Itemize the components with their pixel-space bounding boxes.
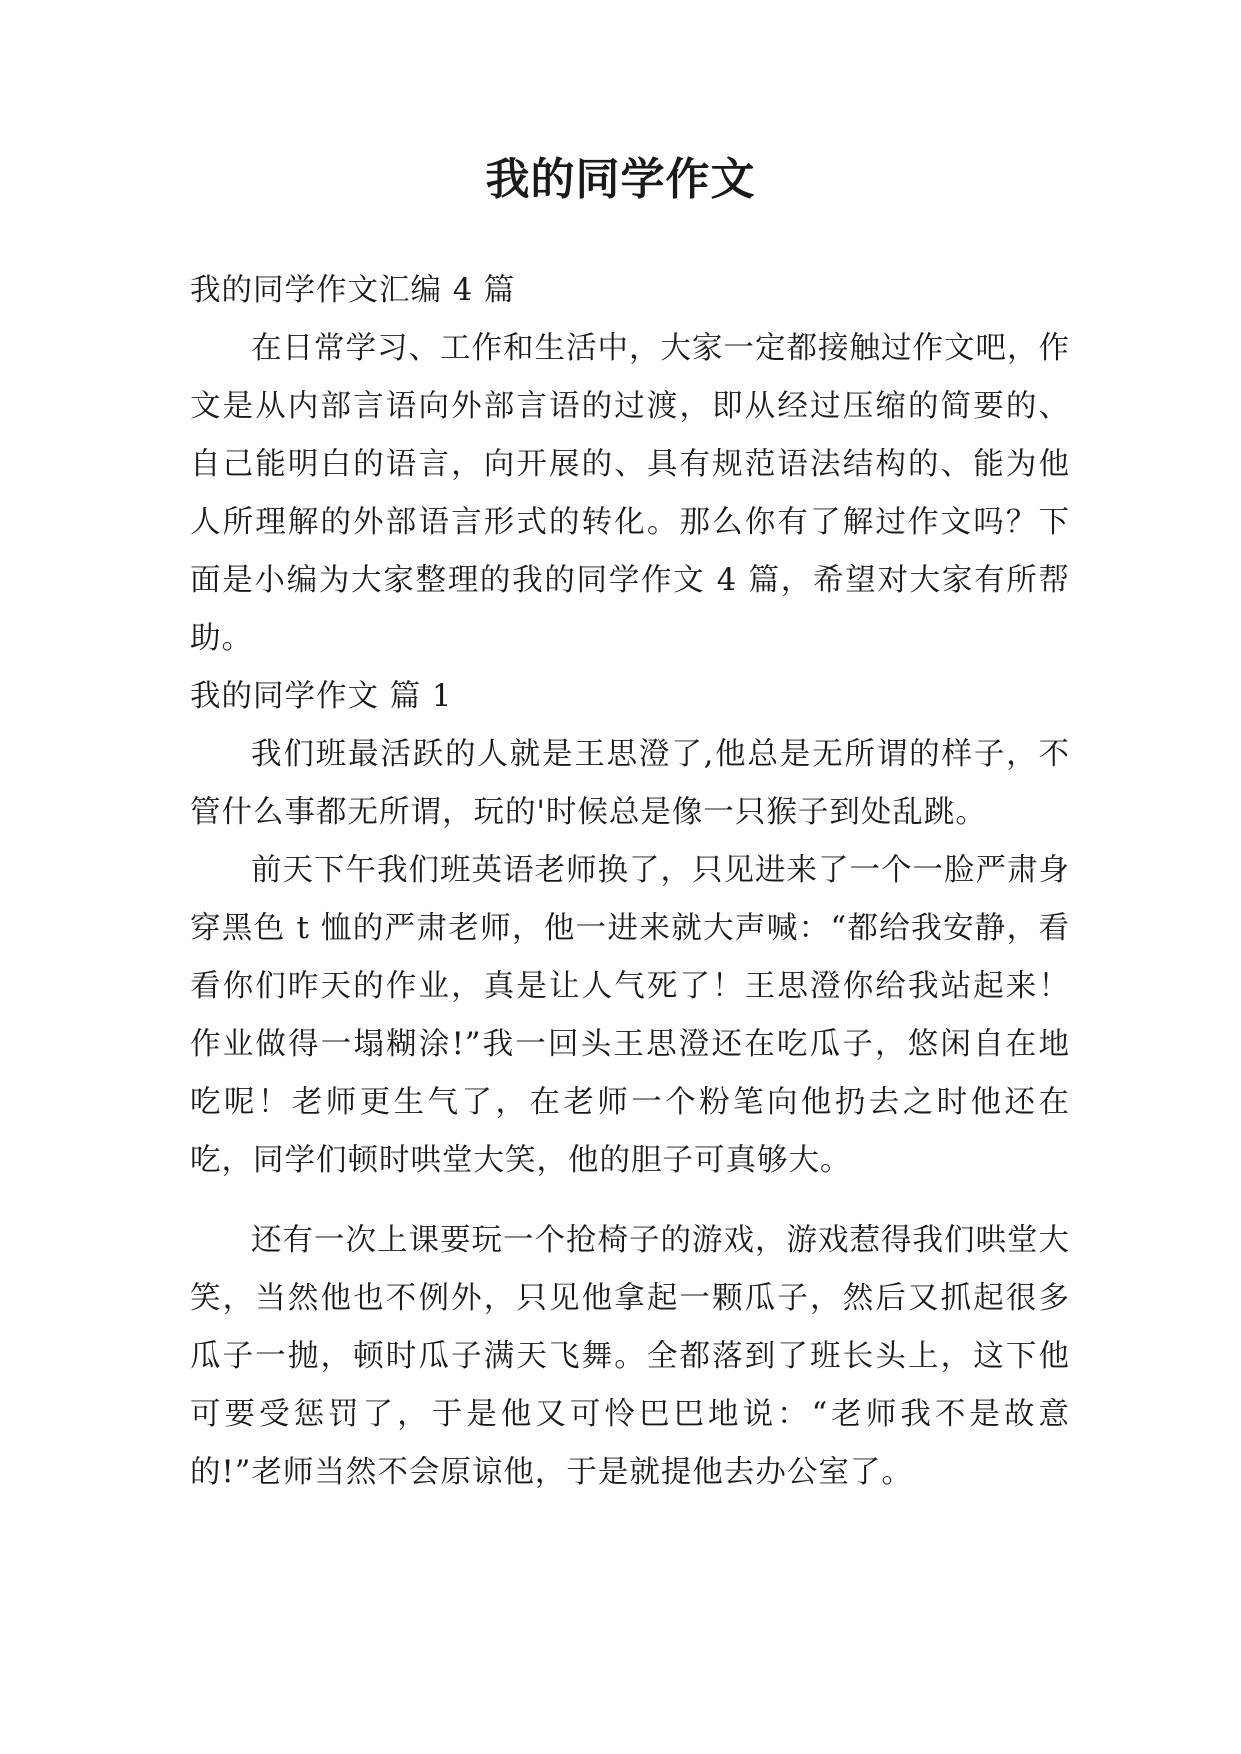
body-paragraph-2: 前天下午我们班英语老师换了，只见进来了一个一脸严肃身穿黑色 t 恤的严肃老师，他一进来就大声喊：“都给我安静，看看你们昨天的作业，真是让人气死了！王思澄你给我站起来！作业做得一塌糊涂!”我一回头王思澄还在吃瓜子，悠闲自在地吃呢！老师更生气了，在老师一个粉笔向他扔去之时他还在吃，同学们顿时哄堂大笑，他的胆子可真够大。 <box>190 853 1070 1178</box>
body-paragraph-1: 我们班最活跃的人就是王思澄了,他总是无所谓的样子，不管什么事都无所谓，玩的'时候总是像一只猴子到处乱跳。 <box>190 737 1070 830</box>
collection-heading: 我的同学作文汇编 4 篇 <box>190 273 516 308</box>
intro-paragraph: 在日常学习、工作和生活中，大家一定都接触过作文吧，作文是从内部言语向外部言语的过渡，即从经过压缩的简要的、自己能明白的语言，向开展的、具有规范语法结构的、能为他人所理解的外部语言形式的转化。那么你有了解过作文吗？下面是小编为大家整理的我的同学作文 4 篇，希望对大家有所帮助。 <box>190 331 1070 656</box>
body-paragraph-3: 还有一次上课要玩一个抢椅子的游戏，游戏惹得我们哄堂大笑，当然他也不例外，只见他拿起一颗瓜子，然后又抓起很多瓜子一抛，顿时瓜子满天飞舞。全都落到了班长头上，这下他可要受惩罚了，于是他又可怜巴巴地说：“老师我不是故意的!”老师当然不会原谅他，于是就提他去办公室了。 <box>190 1223 1070 1490</box>
page-title: 我的同学作文 <box>485 154 756 205</box>
document-body <box>190 262 1070 1502</box>
section-heading: 我的同学作文 篇 1 <box>190 679 453 714</box>
